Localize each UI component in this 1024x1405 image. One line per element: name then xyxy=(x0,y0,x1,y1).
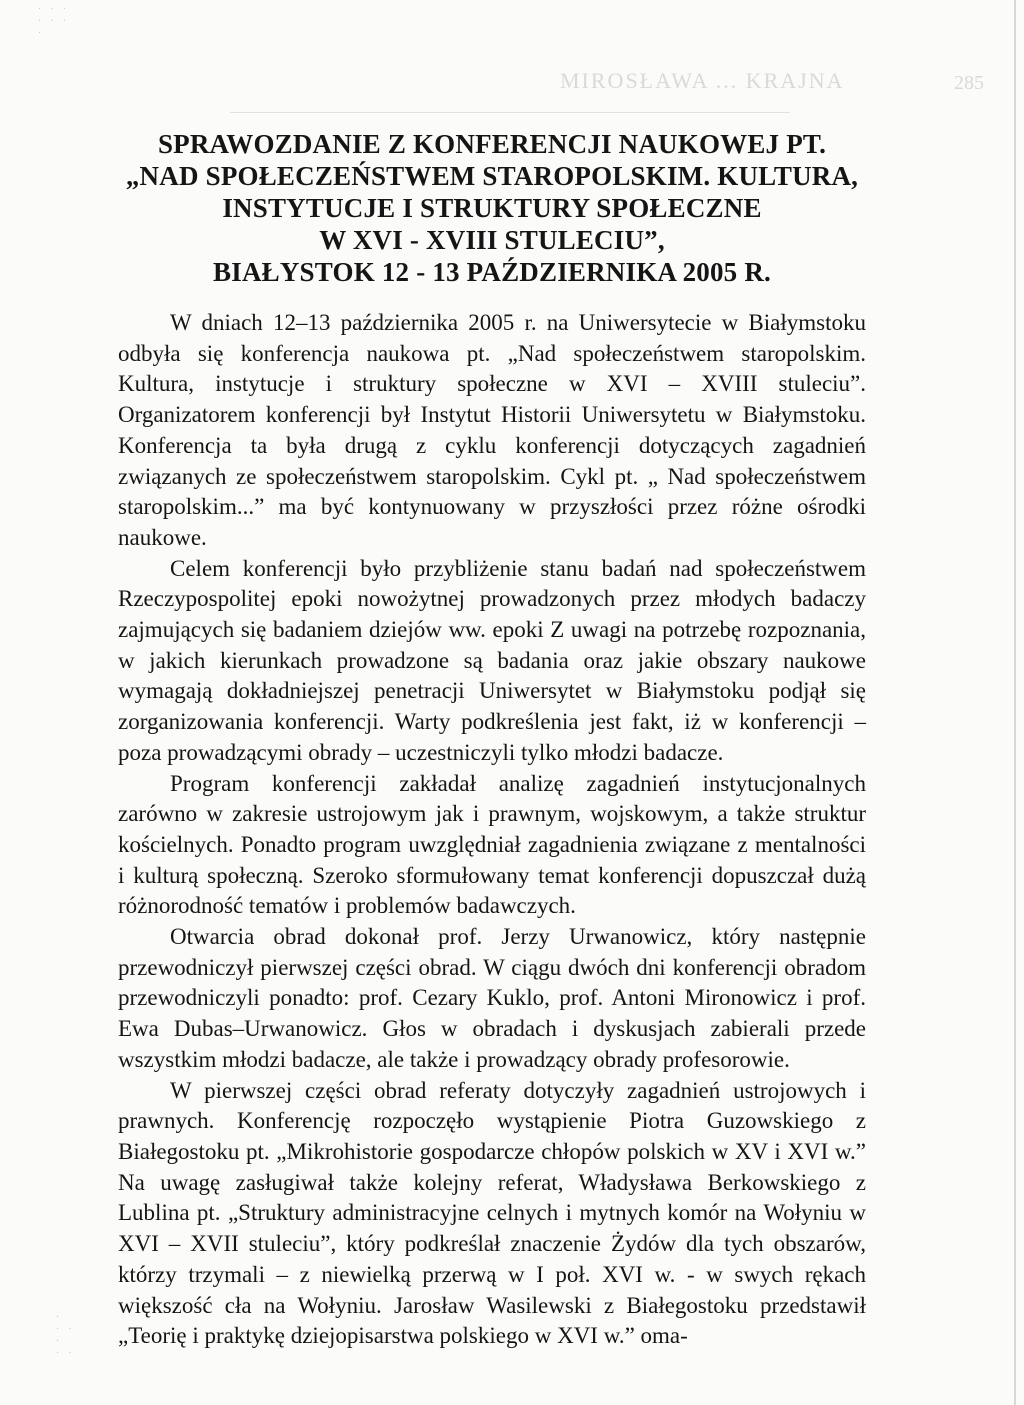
report-title xyxy=(118,128,866,288)
bleed-through-page-number: 285 xyxy=(954,72,984,94)
paragraph-opening: Otwarcia obrad dokonał prof. Jerzy Urwanowicz, który następnie przewodniczył pierwszej części obrad. W ciągu dwóch dni konferencji obradom przewodniczyli ponadto: prof. Cezary Kuklo, prof. Antoni Mironowicz i prof. Ewa Dubas–Urwanowicz. Głos w obradach i dyskusjach zabierali przede wszystkim młodzi badacze, ale także i prowadzący obrady profesorowie. xyxy=(118,924,866,1072)
bleed-through-header: MIROSŁAWA ... KRAJNA xyxy=(560,68,845,93)
report-body xyxy=(118,128,866,1352)
page-edge xyxy=(1014,0,1016,1405)
title-line: INSTYTUCJE I STRUKTURY SPOŁECZNE xyxy=(222,193,762,223)
header-rule xyxy=(230,112,790,113)
scan-speckle: · · · · · · · xyxy=(38,4,69,39)
title-line: SPRAWOZDANIE Z KONFERENCJI NAUKOWEJ PT. xyxy=(157,129,827,159)
title-line: W XVI - XVIII STULECIU”, xyxy=(319,225,665,255)
paragraph-intro: W dniach 12–13 października 2005 r. na Uniwersytecie w Białymstoku odbyła się konferencja naukowa pt. „Nad społeczeństwem staropolskim. Kultura, instytucje i struktury społeczne w XVI – XVIII stuleciu”. Organizatorem konferencji był Instytut Historii Uniwersytetu w Białymstoku. Konferencja ta była drugą z cyklu konferencji dotyczących zagadnień związanych ze społeczeństwem staropolskim. Cykl pt. „ Nad społeczeństwem staropolskim...” ma być kontynuowany w przyszłości przez różne ośrodki naukowe. xyxy=(118,310,866,550)
scan-speckle-lower: · · · · · · xyxy=(56,1312,75,1359)
title-line: „NAD SPOŁECZEŃSTWEM STAROPOLSKIM. KULTURA, xyxy=(125,161,859,191)
paragraph-aim: Celem konferencji było przybliżenie stanu badań nad społeczeństwem Rzeczypospolitej epoki nowożytnej prowadzonych przez młodych badaczy zajmujących się badaniem dziejów ww. epoki Z uwagi na potrzebę rozpoznania, w jakich kierunkach prowadzone są badania oraz jakie obszary naukowe wymagają dokładniejszej penetracji Uniwersytet w Białymstoku podjął się zorganizowania konferencji. Warty podkreślenia jest fakt, iż w konferencji – poza prowadzącymi obrady – uczestniczyli tylko młodzi badacze. xyxy=(118,555,866,765)
paragraph-first-session: W pierwszej części obrad referaty dotyczyły zagadnień ustrojowych i prawnych. Konferencję rozpoczęło wystąpienie Piotra Guzowskiego z Białegostoku pt. „Mikrohistorie gospodarcze chłopów polskich w XV i XVI w.” Na uwagę zasługiwał także kolejny referat, Władysława Berkowskiego z Lublina pt. „Struktury administracyjne celnych i mytnych komór na Wołyniu w XVI – XVII stuleciu”, który podkreślał znaczenie Żydów dla tych obszarów, którzy trzymali – z niewielką przerwą w I poł. XVI w. - w swych rękach większość cła na Wołyniu. Jarosław Wasilewski z Białegostoku przedstawił „Teorię i praktykę dziejopisarstwa polskiego w XVI w.” oma- xyxy=(118,1077,866,1349)
paragraph-program: Program konferencji zakładał analizę zagadnień instytucjonalnych zarówno w zakresie ustrojowym jak i prawnym, wojskowym, a także struktur kościelnych. Ponadto program uwzględniał zagadnienia związane z mentalności i kulturą społeczną. Szeroko sformułowany temat konferencji dopuszczał dużą różnorodność tematów i problemów badawczych. xyxy=(118,770,866,919)
title-line: BIAŁYSTOK 12 - 13 PAŹDZIERNIKA 2005 R. xyxy=(213,257,771,287)
